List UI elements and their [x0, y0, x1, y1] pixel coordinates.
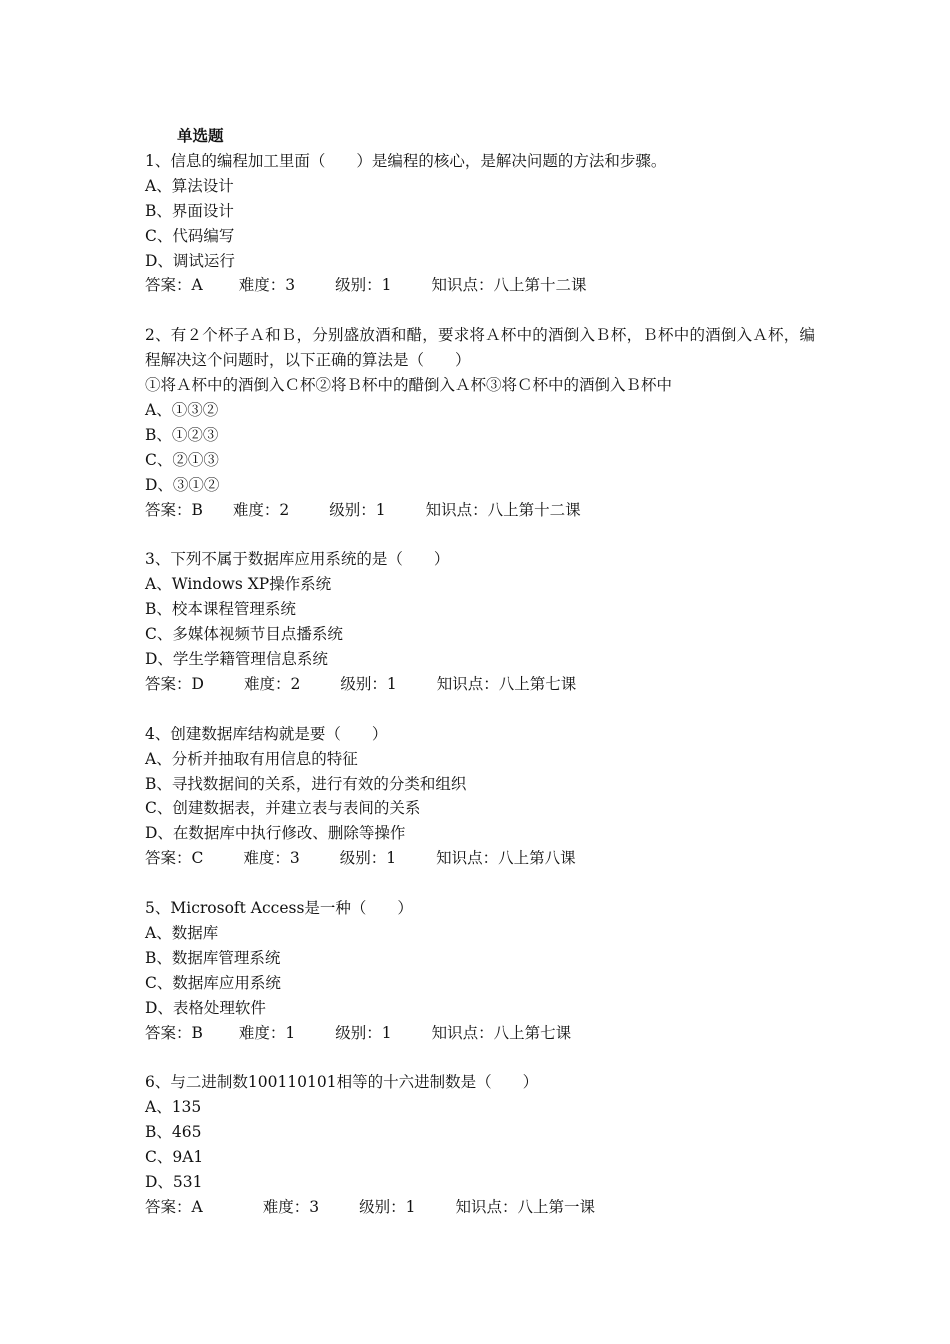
- answer-line: [145, 1195, 815, 1220]
- level: 级别：1: [359, 1197, 416, 1216]
- level: 级别：1: [329, 500, 386, 519]
- option-b: B、校本课程管理系统: [145, 600, 296, 619]
- difficulty: 难度：2: [243, 674, 301, 693]
- question-stem: 3、下列不属于数据库应用系统的是（ ）: [145, 550, 450, 569]
- option-d: D、在数据库中执行修改、删除等操作: [145, 824, 406, 843]
- option-c: C、数据库应用系统: [145, 973, 281, 992]
- question-1: [145, 149, 815, 298]
- option-b: B、①②③: [145, 425, 219, 444]
- question-extra: ①将Ａ杯中的酒倒入Ｃ杯②将Ｂ杯中的醋倒入Ａ杯③将Ｃ杯中的酒倒入Ｂ杯中: [145, 376, 673, 395]
- knowledge-point: 知识点：八上第一课: [455, 1197, 595, 1216]
- question-6: [145, 1070, 815, 1219]
- knowledge-point: 知识点：八上第十二课: [431, 276, 587, 295]
- level: 级别：1: [339, 849, 397, 868]
- question-stem: 2、有２个杯子Ａ和Ｂ，分别盛放酒和醋，要求将Ａ杯中的酒倒入Ｂ杯，Ｂ杯中的酒倒入Ａ杯，编程解决这个问题时，以下正确的算法是（ ）: [145, 326, 815, 370]
- document-content: [145, 124, 815, 1220]
- answer-line: [145, 846, 815, 871]
- knowledge-point: 知识点：八上第八课: [436, 849, 576, 868]
- question-5: [145, 896, 815, 1045]
- question-3: [145, 547, 815, 696]
- option-a: A、算法设计: [145, 176, 234, 195]
- option-d: D、③①②: [145, 475, 220, 494]
- option-a: A、Windows XP操作系统: [145, 575, 332, 594]
- option-d: D、531: [145, 1172, 203, 1191]
- knowledge-point: 知识点：八上第十二课: [425, 500, 581, 519]
- question-stem: 5、Microsoft Access是一种（ ）: [145, 899, 413, 918]
- level: 级别：1: [335, 276, 392, 295]
- option-c: C、②①③: [145, 450, 219, 469]
- difficulty: 难度：3: [243, 849, 300, 868]
- option-d: D、学生学籍管理信息系统: [145, 650, 328, 668]
- question-stem: 1、信息的编程加工里面（ ）是编程的核心，是解决问题的方法和步骤。: [145, 151, 667, 170]
- option-d: D、调试运行: [145, 251, 235, 270]
- option-d: D、表格处理软件: [145, 998, 266, 1017]
- option-c: C、代码编写: [145, 226, 235, 245]
- answer: 答案：B: [145, 500, 203, 519]
- option-b: B、寻找数据间的关系，进行有效的分类和组织: [145, 774, 467, 793]
- answer: 答案：A: [145, 276, 203, 295]
- option-b: B、465: [145, 1123, 202, 1142]
- option-b: B、界面设计: [145, 201, 234, 220]
- option-c: C、9A1: [145, 1148, 204, 1167]
- difficulty: 难度：3: [238, 276, 296, 295]
- option-c: C、多媒体视频节目点播系统: [145, 625, 343, 644]
- option-a: A、135: [145, 1098, 202, 1117]
- option-c: C、创建数据表，并建立表与表间的关系: [145, 799, 421, 818]
- level: 级别：1: [335, 1023, 392, 1042]
- knowledge-point: 知识点：八上第七课: [431, 1023, 572, 1042]
- answer: 答案：C: [145, 849, 204, 868]
- answer: 答案：D: [145, 674, 204, 693]
- question-2: [145, 323, 815, 522]
- level: 级别：1: [340, 674, 397, 693]
- question-stem: 4、创建数据库结构就是要（ ）: [145, 724, 388, 743]
- option-a: A、数据库: [145, 923, 219, 942]
- option-a: A、分析并抽取有用信息的特征: [145, 749, 358, 768]
- option-a: A、①③②: [145, 400, 219, 419]
- answer-line: [145, 498, 815, 523]
- section-title: 单选题: [177, 126, 224, 145]
- option-b: B、数据库管理系统: [145, 948, 281, 967]
- question-4: [145, 722, 815, 871]
- difficulty: 难度：3: [262, 1197, 320, 1216]
- answer: 答案：A: [145, 1197, 203, 1216]
- question-stem: 6、与二进制数100110101相等的十六进制数是（ ）: [145, 1073, 539, 1092]
- difficulty: 难度：1: [238, 1023, 296, 1042]
- answer: 答案：B: [145, 1023, 203, 1042]
- answer-line: [145, 672, 815, 697]
- answer-line: [145, 273, 815, 298]
- answer-line: [145, 1021, 815, 1046]
- difficulty: 难度：2: [232, 500, 290, 519]
- knowledge-point: 知识点：八上第七课: [436, 674, 577, 693]
